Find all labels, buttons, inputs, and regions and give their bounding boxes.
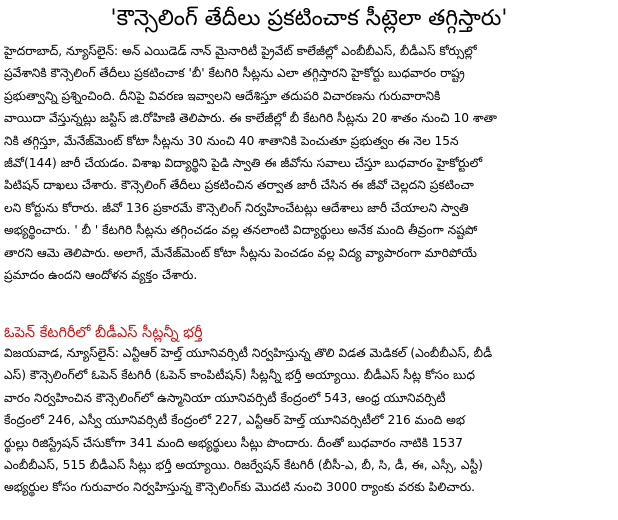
article-line: విజయవాడ, న్యూస్‌లైన్: ఎన్టీఆర్ హెల్త్ యూనివర్సిటీ నిర్వహిస్తున్న తొలి విడత మెడికల్ (ఎంబీబీఎస్, బీడీ xyxy=(4,346,493,360)
article-line: వారం నిర్వహించిన కౌన్సెలింగ్‌లో ఉస్మానియా యూనివర్సిటీ కేంద్రంలో 543, ఆంధ్ర యూనివర్సిటీ xyxy=(4,390,446,405)
headline: 'కౌన్సెలింగ్ తేదీలు ప్రకటించాక సీట్లెలా తగ్గిస్తారు' xyxy=(110,6,508,31)
article-line: ఎంబీబీఎస్, 515 బీడీఎస్ సీట్లు భర్తీ అయ్యాయి. రిజర్వేషన్ కేటగిరీ (బీసీ-ఎ, బీ, సి, డీ, ఈ, ఎస్సీ, ఎస్టీ) xyxy=(4,457,483,472)
article-line: లని కోర్టును కోరారు. జీవో 136 ప్రకారమే కౌన్సెలింగ్ నిర్వహించేటట్లు ఆదేశాలు జారీ చేయాలని స్వాతి xyxy=(4,200,469,215)
article-line: హైదరాబాద్, న్యూస్‌లైన్: అన్ ఎయిడెడ్ నాన్ మైనారిటీ ప్రైవేట్ కాలేజీల్లో ఎంబీబీఎస్, బీడీఎస్ కోర్సుల్లో xyxy=(4,44,477,58)
article-line: ఎస్) కౌన్సెలింగ్‌లో ఓపెన్ కేటగిరీ (ఓపెన్ కాంపిటీషన్) సీట్లన్నీ భర్తీ అయ్యాయి. బీడీఎస్ సీట్ల కోసం బుధ xyxy=(4,368,475,383)
article-line: ప్రభుత్వాన్ని ప్రశ్నించింది. దీనిపై వివరణ ఇవ్వాలని ఆదేశిస్తూ తదుపరి విచారణను గురువారానికి xyxy=(4,88,441,103)
article-line: తారని ఆమె తెలిపారు. అలాగే, మేనేజ్‌మెంట్ కోటా సీట్లను పెంచడం వల్ల విద్య వ్యాపారంగా మారిపోయే xyxy=(4,245,477,260)
article-line: నికి తగ్గిస్తూ, మేనేజ్‌మెంట్ కోటా సీట్లను 30 నుంచి 40 శాతానికి పెంచుతూ ప్రభుత్వం ఈ నెల 15న xyxy=(4,133,459,148)
article-line: అభ్యర్థించారు. ' బీ ' కేటగిరి సీట్లను తగ్గించడం వల్ల తనలాంటి విద్యార్థులు అనేక మంది తీవ్రంగా నష్టపో xyxy=(4,223,478,238)
article-line: ర్థుల్లు రిజిస్ట్రేషన్ చేసుకోగా 341 మంది అభ్యర్థులు సీట్లు పొందారు. దీంతో బుధవారం నాటికి 1537 xyxy=(4,435,463,450)
article-line: అభ్యర్థుల కోసం గురువారం నిర్వహిస్తున్న కౌన్సెలింగ్‌కు మొదటి నుంచి 3000 ర్యాంకు వరకు పిలిచారు. xyxy=(4,480,476,495)
article-body-vijayawada xyxy=(4,342,614,499)
article-line: ప్రమాదం ఉందని ఆందోళన వ్యక్తం చేశారు. xyxy=(4,267,198,282)
article-line: పిటిషన్ దాఖలు చేశారు. కౌన్సెలింగ్ తేదీలు ప్రకటించిన తర్వాత జారీ చేసిన ఈ జీవో చెల్లదని ప్రకటించా xyxy=(4,178,474,193)
article-line: వాయిదా వేస్తున్నట్లు జస్టిస్ జి.రోహిణి తెలిపారు. ఈ కాలేజీల్లో బీ కేటగిరి సీట్లను 20 శాతం నుంచి 10 శాతా xyxy=(4,111,497,126)
article-line: జీవో(144) జారీ చేయడం. విశాఖ విద్యార్థిని పైడి స్వాతి ఈ జీవోను సవాలు చేస్తూ బుధవారం హైకోర్టులో xyxy=(4,155,483,170)
article-line: ప్రవేశానికి కౌన్సెలింగ్ తేదీలు ప్రకటించాక 'బీ' కేటగిరి సీట్లను ఎలా తగ్గిస్తారని హైకోర్టు బుధవారం రాష్ట్ర xyxy=(4,66,465,81)
article-body-hyderabad xyxy=(4,40,614,286)
article-line: కేంద్రంలో 246, ఎస్వీ యూనివర్సిటీ కేంద్రంలో 227, ఎన్టీఆర్ హెల్త్ యూనివర్సిటీలో 216 మంది అభ xyxy=(4,413,466,428)
subheadline: ఓపెన్ కేటగిరీలో బీడీఎస్ సీట్లన్నీ భర్తీ xyxy=(4,325,203,341)
